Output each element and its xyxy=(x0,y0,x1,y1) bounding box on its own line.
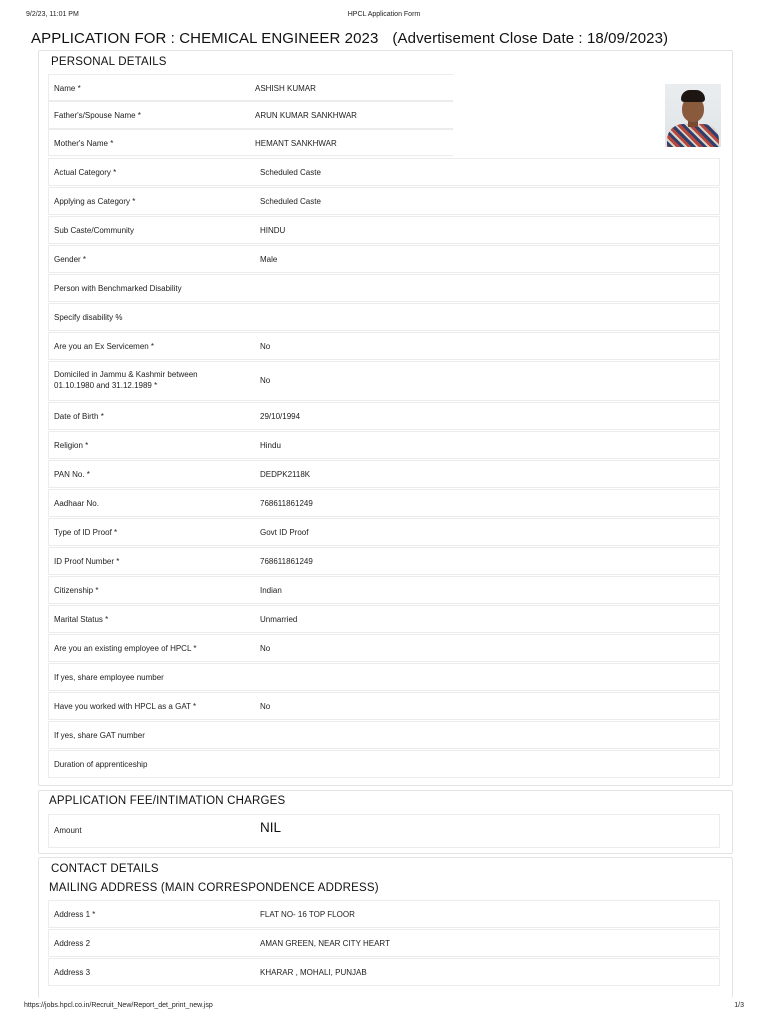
field-value: No xyxy=(260,376,271,385)
contact-details-heading: CONTACT DETAILS xyxy=(51,863,159,875)
field-value: Male xyxy=(260,255,278,264)
field-row-gender xyxy=(48,245,720,273)
print-header xyxy=(26,11,742,21)
field-row-benchmarked-disability xyxy=(48,274,720,302)
field-value: DEDPK2118K xyxy=(260,470,311,479)
field-label: Date of Birth * xyxy=(54,412,104,421)
field-label: Address 2 xyxy=(54,939,91,948)
field-value: KHARAR , MOHALI, PUNJAB xyxy=(260,968,367,977)
field-label: Address 1 * xyxy=(54,910,96,919)
field-row-address-1 xyxy=(48,900,720,928)
field-label: ID Proof Number * xyxy=(54,557,120,566)
field-row-applying-category xyxy=(48,187,720,215)
field-value: FLAT NO- 16 TOP FLOOR xyxy=(260,910,355,919)
field-row-disability-percent xyxy=(48,303,720,331)
field-label: Marital Status * xyxy=(54,615,109,624)
field-label: Mother's Name * xyxy=(54,139,114,148)
field-value: ARUN KUMAR SANKHWAR xyxy=(255,111,357,120)
field-row-mother-name xyxy=(48,129,453,156)
print-doc-title: HPCL Application Form xyxy=(347,11,421,18)
field-row-worked-as-gat xyxy=(48,692,720,720)
application-title: APPLICATION FOR : CHEMICAL ENGINEER 2023 xyxy=(31,30,379,47)
fee-amount-value: NIL xyxy=(260,820,282,835)
field-value: Indian xyxy=(260,586,282,595)
field-row-name xyxy=(48,74,453,101)
field-label: Gender * xyxy=(54,255,87,264)
field-value: No xyxy=(260,702,271,711)
print-url: https://jobs.hpcl.co.in/Recruit_New/Report_det_print_new.jsp xyxy=(24,1002,213,1009)
field-row-actual-category xyxy=(48,158,720,186)
field-row-religion xyxy=(48,431,720,459)
field-label xyxy=(54,369,198,391)
field-row-pan xyxy=(48,460,720,488)
field-row-employee-number xyxy=(48,663,720,691)
field-value: AMAN GREEN, NEAR CITY HEART xyxy=(260,939,390,948)
field-row-id-proof-number xyxy=(48,547,720,575)
field-value: Scheduled Caste xyxy=(260,168,321,177)
field-value: No xyxy=(260,644,271,653)
field-label: Are you an Ex Servicemen * xyxy=(54,342,155,351)
field-label: If yes, share employee number xyxy=(54,673,164,682)
field-row-date-of-birth xyxy=(48,402,720,430)
field-value: No xyxy=(260,342,271,351)
field-label: If yes, share GAT number xyxy=(54,731,145,740)
field-row-amount xyxy=(48,814,720,848)
field-row-sub-caste xyxy=(48,216,720,244)
field-value: HEMANT SANKHWAR xyxy=(255,139,337,148)
field-label: PAN No. * xyxy=(54,470,90,479)
field-row-apprenticeship-duration xyxy=(48,750,720,778)
field-label: Amount xyxy=(54,826,82,835)
field-row-citizenship xyxy=(48,576,720,604)
field-label: Actual Category * xyxy=(54,168,117,177)
field-row-gat-number xyxy=(48,721,720,749)
field-label: Type of ID Proof * xyxy=(54,528,118,537)
print-datetime: 9/2/23, 11:01 PM xyxy=(26,11,79,18)
field-row-address-3 xyxy=(48,958,720,986)
field-row-id-proof-type xyxy=(48,518,720,546)
field-value: Govt ID Proof xyxy=(260,528,309,537)
field-label: Father's/Spouse Name * xyxy=(54,111,141,120)
applicant-photo-icon xyxy=(665,84,721,147)
field-label: Duration of apprenticeship xyxy=(54,760,148,769)
field-value: Unmarried xyxy=(260,615,298,624)
field-label: Name * xyxy=(54,84,81,93)
field-value: Scheduled Caste xyxy=(260,197,321,206)
mailing-address-heading: MAILING ADDRESS (MAIN CORRESPONDENCE ADDRESS) xyxy=(49,882,379,894)
field-label: Address 3 xyxy=(54,968,91,977)
field-row-ex-servicemen xyxy=(48,332,720,360)
field-value: 768611861249 xyxy=(260,557,313,566)
field-label: Sub Caste/Community xyxy=(54,226,135,235)
field-label: Religion * xyxy=(54,441,89,450)
field-row-existing-employee xyxy=(48,634,720,662)
field-row-marital-status xyxy=(48,605,720,633)
field-label: Have you worked with HPCL as a GAT * xyxy=(54,702,197,711)
field-label: Citizenship * xyxy=(54,586,99,595)
field-label-line: 01.10.1980 and 31.12.1989 * xyxy=(54,381,158,390)
advertisement-close-date: (Advertisement Close Date : 18/09/2023) xyxy=(392,30,669,47)
page-title xyxy=(31,30,668,47)
personal-details-heading: PERSONAL DETAILS xyxy=(51,56,167,68)
field-label: Person with Benchmarked Disability xyxy=(54,284,182,293)
field-value: ASHISH KUMAR xyxy=(255,84,316,93)
application-fee-heading: APPLICATION FEE/INTIMATION CHARGES xyxy=(49,795,286,807)
field-row-aadhaar xyxy=(48,489,720,517)
field-row-jk-domicile xyxy=(48,361,720,401)
field-row-address-2 xyxy=(48,929,720,957)
page-number: 1/3 xyxy=(734,1002,744,1009)
field-label: Are you an existing employee of HPCL * xyxy=(54,644,197,653)
field-label: Applying as Category * xyxy=(54,197,136,206)
field-value: 29/10/1994 xyxy=(260,412,301,421)
field-label: Aadhaar No. xyxy=(54,499,99,508)
field-value: HINDU xyxy=(260,226,286,235)
field-row-father-name xyxy=(48,101,453,129)
field-label: Specify disability % xyxy=(54,313,123,322)
field-value: Hindu xyxy=(260,441,281,450)
field-label-line: Domiciled in Jammu & Kashmir between xyxy=(54,370,198,379)
field-value: 768611861249 xyxy=(260,499,313,508)
